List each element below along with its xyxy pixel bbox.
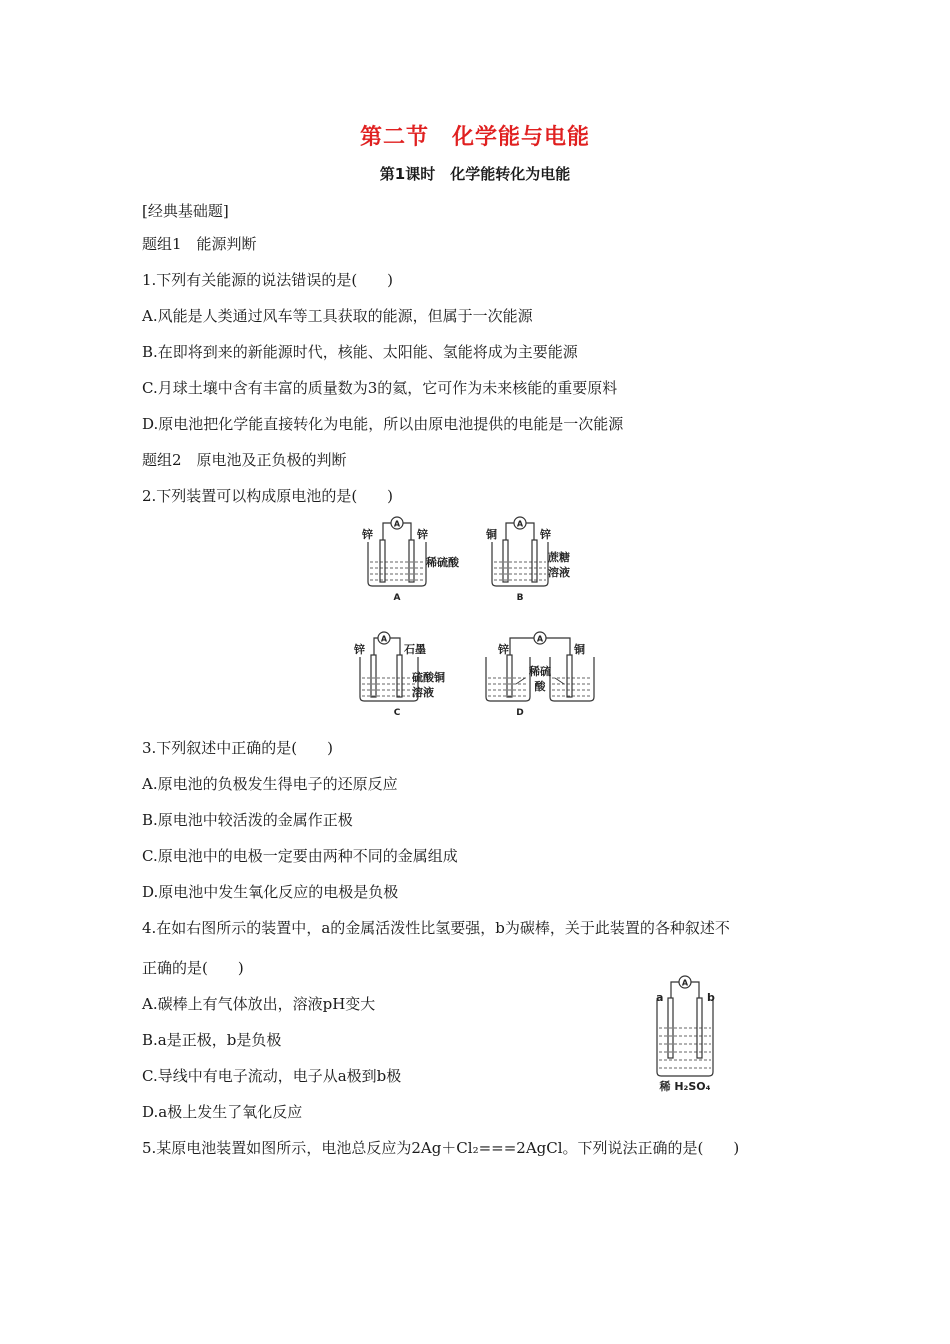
fig-d-right-label: 铜 [574,643,585,656]
figure-a [361,517,460,603]
q3-option-d: D.原电池中发生氧化反应的电极是负极 [142,883,399,901]
fig-b-solution-line1: 蔗糖 [548,551,570,564]
q4-stem-line2: 正确的是( ) [142,959,244,977]
q1-option-a: A.风能是人类通过风车等工具获取的能源，但属于一次能源 [142,307,533,325]
q1-option-c: C.月球土壤中含有丰富的质量数为3的氦，它可作为未来核能的重要原料 [142,379,618,397]
q1-option-b: B.在即将到来的新能源时代，核能、太阳能、氢能将成为主要能源 [142,343,578,361]
fig-b-right-label: 锌 [540,528,551,541]
q4-fig-right-label: b [707,991,715,1004]
q4-stem-line1: 4.在如右图所示的装置中，a的金属活泼性比氢要强，b为碳棒，关于此装置的各种叙述不 [142,919,730,937]
figure-d [486,632,594,718]
fig-c-letter: C [393,708,401,718]
q5-stem: 5.某原电池装置如图所示，电池总反应为2Ag＋Cl₂===2AgCl。下列说法正确的是( ) [142,1139,740,1157]
svg-text:A: A [516,519,524,529]
fig-c-solution-line2: 溶液 [412,686,434,699]
group-1-heading: 题组1 能源判断 [142,235,257,253]
q4-fig-left-label: a [656,991,664,1004]
fig-d-letter: D [516,708,524,718]
group-2-heading: 题组2 原电池及正负极的判断 [142,451,347,469]
svg-text:A: A [536,634,544,644]
svg-text:A: A [380,634,388,644]
fig-b-letter: B [516,593,524,603]
figure-c [353,632,445,718]
fig-b-left-label: 铜 [486,528,497,541]
q4-option-c: C.导线中有电子流动，电子从a极到b极 [142,1067,402,1085]
fig-c-solution-line1: 硫酸铜 [412,671,445,684]
fig-c-left-label: 锌 [354,643,365,656]
q3-option-c: C.原电池中的电极一定要由两种不同的金属组成 [142,847,458,865]
section-label: [经典基础题] [142,202,229,220]
q3-stem: 3.下列叙述中正确的是( ) [142,739,334,757]
q1-stem: 1.下列有关能源的说法错误的是( ) [142,271,394,289]
svg-text:A: A [393,519,401,529]
q3-option-a: A.原电池的负极发生得电子的还原反应 [142,775,398,793]
fig-b-solution-line2: 溶液 [548,566,570,579]
figure-b [485,517,570,603]
q2-apparatus-figure [340,510,620,720]
svg-text:A: A [681,978,689,988]
q4-apparatus-figure [645,970,735,1095]
page-title: 第二节 化学能与电能 [359,125,590,150]
fig-a-letter: A [393,593,401,603]
fig-c-right-label: 石墨 [404,643,426,656]
q4-option-d: D.a极上发生了氧化反应 [142,1103,303,1121]
fig-a-left-label: 锌 [362,528,373,541]
fig-d-solution-line1: 稀硫 [529,665,551,678]
fig-a-solution-label: 稀硫酸 [426,556,459,569]
q3-option-b: B.原电池中较活泼的金属作正极 [142,811,353,829]
q1-option-d: D.原电池把化学能直接转化为电能，所以由原电池提供的电能是一次能源 [142,415,624,433]
q4-option-b: B.a是正极，b是负极 [142,1031,282,1049]
lesson-subtitle: 第1课时 化学能转化为电能 [379,165,571,183]
q4-fig-solution-label: 稀 H₂SO₄ [659,1080,711,1093]
q2-stem: 2.下列装置可以构成原电池的是( ) [142,487,394,505]
fig-a-right-label: 锌 [417,528,428,541]
fig-d-solution-line2: 酸 [534,680,546,693]
q4-option-a: A.碳棒上有气体放出，溶液pH变大 [142,995,376,1013]
fig-d-left-label: 锌 [498,643,509,656]
